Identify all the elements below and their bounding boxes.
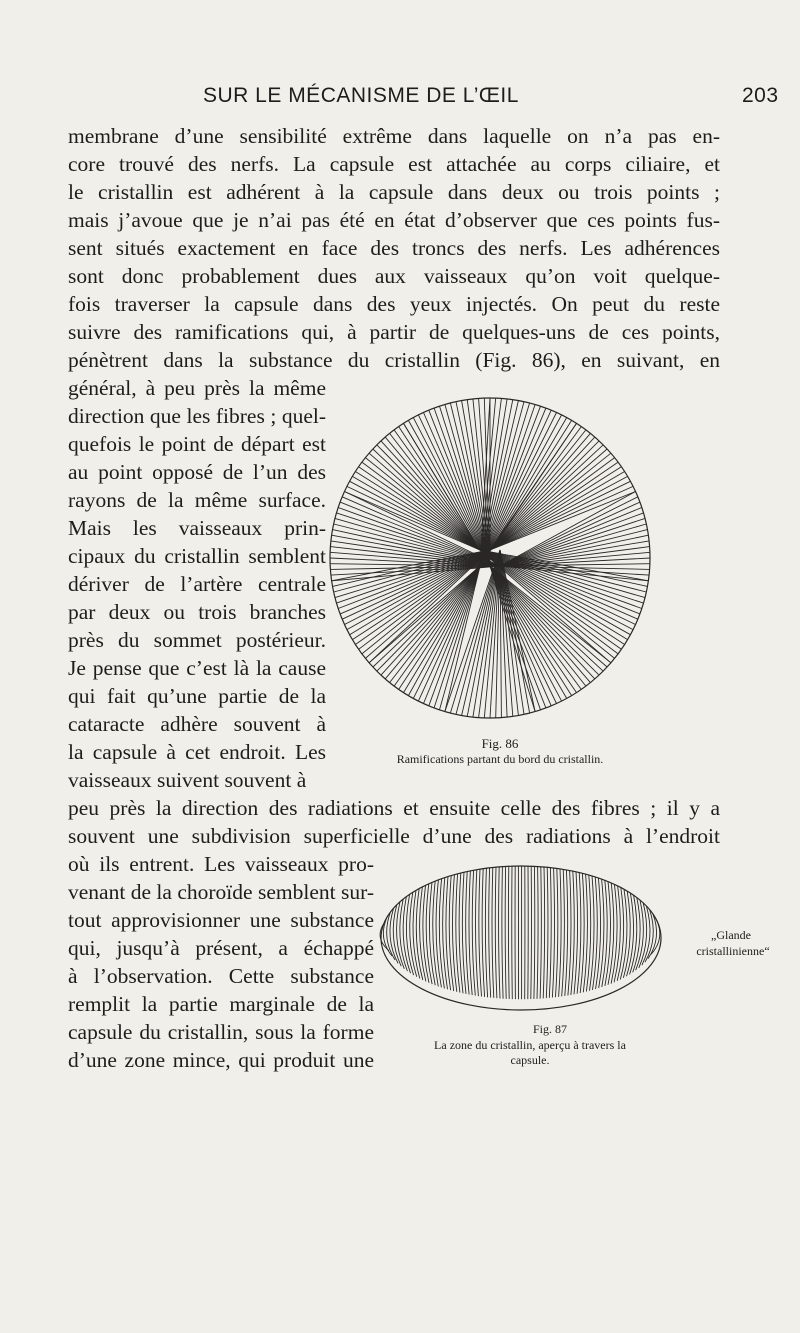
text-line: quefois le point de départ est: [68, 432, 326, 456]
figure-87: [376, 860, 676, 1025]
text-line: à l’observation. Cette substance: [68, 964, 374, 988]
figure-87-illustration: [376, 860, 676, 1020]
fig86-line-group: [330, 398, 650, 718]
text-line: la capsule à cet endroit. Les: [68, 740, 326, 764]
text-line: souvent une subdivision superficielle d’une des radiations à l’endroit: [68, 824, 720, 848]
text-line: cipaux du cristallin semblent: [68, 544, 326, 568]
text-line: tout approvisionner une substance: [68, 908, 374, 932]
text-line: venant de la choroïde semblent sur-: [68, 880, 374, 904]
text-line: dériver de l’artère centrale: [68, 572, 326, 596]
text-line: pénètrent dans la substance du cristallin (Fig. 86), en suivant, en: [68, 348, 720, 372]
text-line: suivre des ramifications qui, à partir de quelques-uns de ces points,: [68, 320, 720, 344]
figure-87-caption-line2: capsule.: [510, 1053, 550, 1067]
running-header: [0, 80, 800, 110]
text-line: vaisseaux suivent souvent à: [68, 768, 307, 792]
text-line: direction que les fibres ; quel-: [68, 404, 326, 428]
figure-86-caption: Ramifications partant du bord du cristallin.: [396, 752, 604, 766]
text-line: sont donc probablement dues aux vaisseaux qu’on voit quelque-: [68, 264, 720, 288]
text-line: peu près la direction des radiations et ensuite celle des fibres ; il y a: [68, 796, 720, 820]
text-line: au point opposé de l’un des: [68, 460, 326, 484]
text-line: rayons de la même surface.: [68, 488, 326, 512]
figure-87-side-label-line1: „Glande: [711, 928, 751, 942]
text-line: qui fait qu’une partie de la: [68, 684, 326, 708]
text-line: cataracte adhère souvent à: [68, 712, 326, 736]
text-line: où ils entrent. Les vaisseaux pro-: [68, 852, 374, 876]
text-line: d’une zone mince, qui produit une: [68, 1048, 374, 1072]
page-number: 203: [742, 84, 779, 107]
figure-86: [320, 360, 680, 745]
text-line: Je pense que c’est là la cause: [68, 656, 326, 680]
text-line: près du sommet postérieur.: [68, 628, 326, 652]
running-title: SUR LE MÉCANISME DE L’ŒIL: [203, 84, 519, 107]
text-line: par deux ou trois branches: [68, 600, 326, 624]
text-line: général, à peu près la même: [68, 376, 326, 400]
text-line: capsule du cristallin, sous la forme: [68, 1020, 374, 1044]
text-line: mais j’avoue que je n’ai pas été en état d’observer que ces points fus-: [68, 208, 720, 232]
figure-86-label: Fig. 86: [481, 736, 519, 751]
text-line: remplit la partie marginale de la: [68, 992, 374, 1016]
figure-86-illustration: [320, 360, 680, 740]
figure-87-side-label-line2: cristallinienne“: [696, 944, 770, 958]
figure-87-caption-line1: La zone du cristallin, aperçu à travers la: [434, 1038, 626, 1052]
text-line: qui, jusqu’à présent, a échappé: [68, 936, 374, 960]
text-line: sent situés exactement en face des troncs des nerfs. Les adhérences: [68, 236, 720, 260]
figure-87-label: Fig. 87: [532, 1022, 567, 1036]
text-line: le cristallin est adhérent à la capsule dans deux ou trois points ;: [68, 180, 720, 204]
text-line: fois traverser la capsule dans des yeux injectés. On peut du reste: [68, 292, 720, 316]
text-line: Mais les vaisseaux prin-: [68, 516, 326, 540]
text-line: membrane d’une sensibilité extrême dans laquelle on n’a pas en-: [68, 124, 720, 148]
text-line: core trouvé des nerfs. La capsule est attachée au corps ciliaire, et: [68, 152, 720, 176]
